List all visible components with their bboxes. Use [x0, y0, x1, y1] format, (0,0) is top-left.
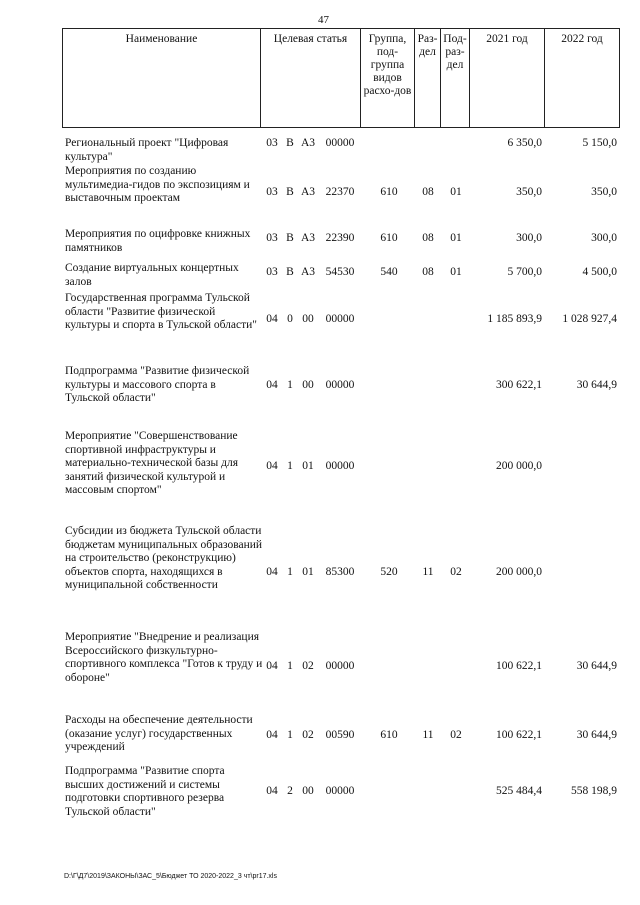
header-2021: 2021 год	[469, 28, 545, 128]
cell-cs1: 04	[266, 660, 278, 672]
cell-cs4: 22390	[325, 232, 355, 244]
cell-cs1: 04	[266, 785, 278, 797]
cell-cs2: 2	[287, 785, 293, 797]
cell-cs3: 01	[302, 460, 314, 472]
cell-y2022: 558 198,9	[571, 785, 617, 797]
cell-cs4: 54530	[325, 266, 355, 278]
cell-sec: 08	[422, 232, 434, 244]
cell-sub: 01	[450, 232, 462, 244]
cell-cs1: 03	[266, 232, 278, 244]
cell-cs4: 00000	[325, 785, 355, 797]
cell-group: 610	[380, 186, 398, 198]
cell-cs1: 04	[266, 566, 278, 578]
cell-cs2: 0	[287, 313, 293, 325]
file-path-footer: D:\Г\Д7\2019\ЗАКОНЫ\ЗАС_5\Бюджет ТО 2020-2022_3 чт\pr17.xls	[64, 873, 277, 880]
cell-group: 610	[380, 232, 398, 244]
cell-cs1: 04	[266, 460, 278, 472]
cell-y2021: 100 622,1	[496, 660, 542, 672]
cell-sec: 11	[422, 729, 434, 741]
cell-sub: 01	[450, 186, 462, 198]
cell-cs2: В	[286, 137, 294, 149]
cell-cs4: 00000	[325, 460, 355, 472]
cell-cs1: 03	[266, 137, 278, 149]
cell-cs3: А3	[300, 137, 316, 149]
cell-cs1: 03	[266, 266, 278, 278]
cell-cs2: 1	[287, 660, 293, 672]
cell-sub: 01	[450, 266, 462, 278]
row-name: Мероприятие "Внедрение и реализация Всероссийского физкультурно-спортивного комплекса "Готов к труду и обороне"	[65, 631, 263, 684]
cell-cs3: 00	[302, 785, 314, 797]
cell-y2022: 1 028 927,4	[562, 313, 617, 325]
cell-y2021: 300 622,1	[496, 379, 542, 391]
cell-cs2: 1	[287, 379, 293, 391]
cell-y2022: 5 150,0	[582, 137, 617, 149]
cell-y2022: 30 644,9	[576, 660, 617, 672]
cell-cs4: 00000	[325, 313, 355, 325]
cell-y2021: 200 000,0	[496, 566, 542, 578]
cell-cs1: 03	[266, 186, 278, 198]
row-name: Мероприятия по созданию мультимедиа-гидов по экспозициям и выставочным проектам	[65, 165, 250, 204]
header-section: Раз-дел	[414, 28, 441, 128]
cell-sub: 02	[450, 566, 462, 578]
header-group: Группа, под-группа видов расхо-дов	[360, 28, 415, 128]
cell-cs3: 00	[302, 313, 314, 325]
cell-cs4: 85300	[325, 566, 355, 578]
cell-y2021: 1 185 893,9	[487, 313, 542, 325]
cell-group: 520	[380, 566, 398, 578]
cell-cs1: 04	[266, 379, 278, 391]
cell-cs2: В	[286, 266, 294, 278]
cell-y2022: 30 644,9	[576, 729, 617, 741]
row-name: Мероприятие "Совершенствование спортивной инфраструктуры и материально-технической базы для занятий физической культурой и массовым спортом"	[65, 430, 239, 496]
cell-cs4: 00000	[325, 137, 355, 149]
header-subsection: Под-раз-дел	[440, 28, 470, 128]
cell-cs3: А3	[300, 232, 316, 244]
cell-sec: 11	[422, 566, 434, 578]
cell-cs3: А3	[300, 186, 316, 198]
cell-cs3: 00	[302, 379, 314, 391]
cell-cs2: 1	[287, 460, 293, 472]
page-number: 47	[318, 14, 329, 26]
cell-sec: 08	[422, 266, 434, 278]
cell-y2022: 350,0	[591, 186, 617, 198]
row-name: Расходы на обеспечение деятельности (оказание услуг) государственных учреждений	[65, 714, 253, 753]
cell-cs3: 01	[302, 566, 314, 578]
cell-cs3: 02	[302, 729, 314, 741]
cell-y2021: 200 000,0	[496, 460, 542, 472]
cell-y2022: 300,0	[591, 232, 617, 244]
header-2022: 2022 год	[544, 28, 620, 128]
row-name: Региональный проект "Цифровая культура"	[65, 137, 229, 163]
row-name: Государственная программа Тульской области "Развитие физической культуры и спорта в Тульской области"	[65, 292, 257, 331]
cell-sub: 02	[450, 729, 462, 741]
cell-cs2: 1	[287, 566, 293, 578]
cell-cs3: А3	[300, 266, 316, 278]
row-name: Подпрограмма "Развитие физической культуры и массового спорта в Тульской области"	[65, 365, 250, 404]
cell-cs2: 1	[287, 729, 293, 741]
cell-cs1: 04	[266, 313, 278, 325]
cell-cs4: 00000	[325, 379, 355, 391]
cell-y2021: 6 350,0	[507, 137, 542, 149]
cell-y2022: 30 644,9	[576, 379, 617, 391]
cell-cs2: В	[286, 186, 294, 198]
cell-cs4: 00000	[325, 660, 355, 672]
cell-y2021: 300,0	[516, 232, 542, 244]
row-name: Создание виртуальных концертных залов	[65, 262, 239, 288]
cell-group: 610	[380, 729, 398, 741]
cell-y2021: 100 622,1	[496, 729, 542, 741]
row-name: Подпрограмма "Развитие спорта высших достижений и системы подготовки спортивного резерва Тульской области"	[65, 765, 225, 818]
cell-cs2: В	[286, 232, 294, 244]
cell-sec: 08	[422, 186, 434, 198]
row-name: Мероприятия по оцифровке книжных памятников	[65, 228, 251, 254]
cell-group: 540	[380, 266, 398, 278]
cell-cs4: 00590	[325, 729, 355, 741]
cell-y2021: 5 700,0	[507, 266, 542, 278]
cell-cs1: 04	[266, 729, 278, 741]
row-name: Субсидии из бюджета Тульской области бюджетам муниципальных образований на строительство (реконструкцию) объектов спорта, находящихся в муниципальной собственности	[65, 525, 263, 591]
header-name: Наименование	[62, 28, 261, 128]
cell-y2022: 4 500,0	[582, 266, 617, 278]
header-target: Целевая статья	[260, 28, 361, 128]
cell-cs4: 22370	[325, 186, 355, 198]
cell-y2021: 350,0	[516, 186, 542, 198]
cell-cs3: 02	[302, 660, 314, 672]
cell-y2021: 525 484,4	[496, 785, 542, 797]
